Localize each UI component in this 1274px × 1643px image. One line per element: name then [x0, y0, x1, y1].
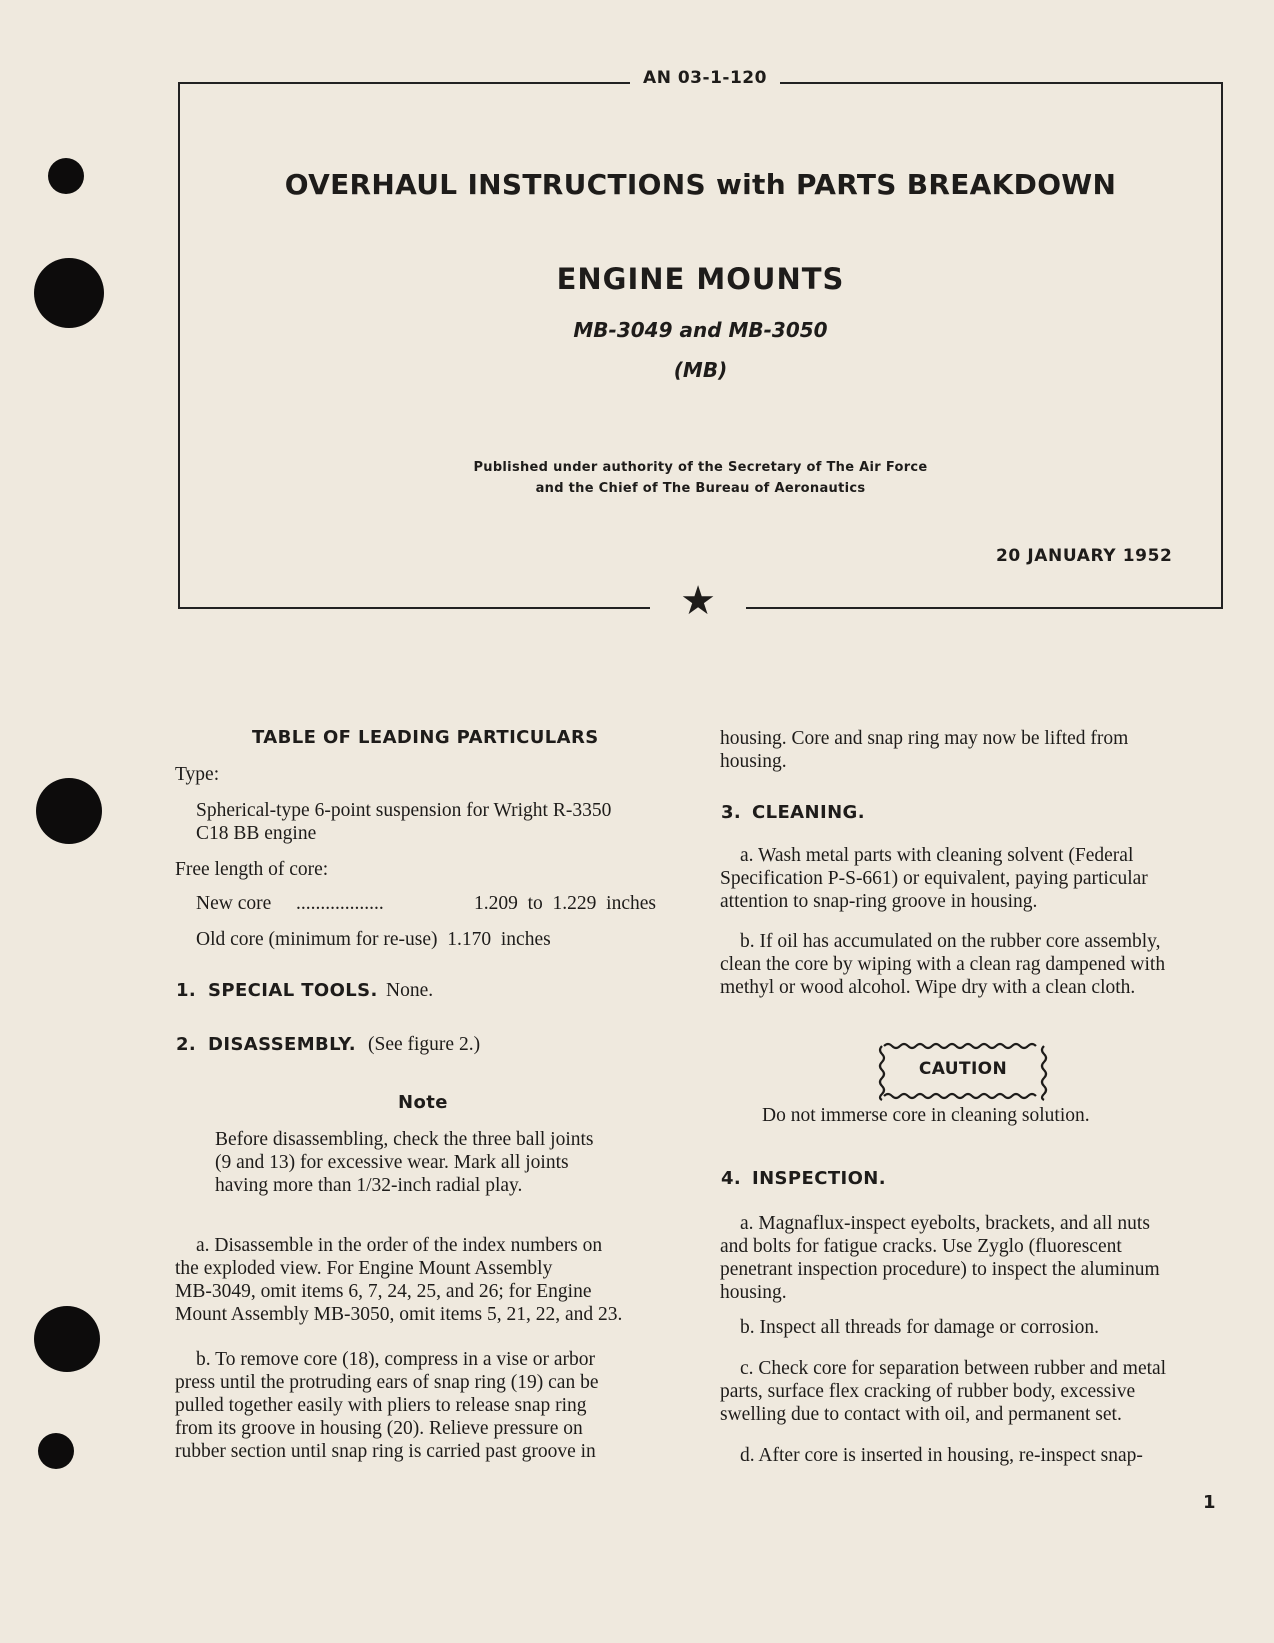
subject-title: ENGINE MOUNTS: [556, 262, 845, 296]
paragraph-line: clean the core by wiping with a clean rag dampened with: [720, 954, 1166, 975]
document-number: AN 03-1-120: [630, 64, 780, 92]
paragraph-line: penetrant inspection procedure) to inspect the aluminum: [720, 1259, 1160, 1280]
model-numbers: MB-3049 and MB-3050: [573, 318, 828, 342]
paragraph-line: Specification P-S-661) or equivalent, paying particular: [720, 868, 1148, 889]
note-title: Note: [398, 1092, 448, 1113]
old-core-line: Old core (minimum for re-use) 1.170 inches: [196, 929, 551, 950]
paragraph-line: housing.: [720, 1282, 787, 1303]
paragraph-line: rubber section until snap ring is carried past groove in: [175, 1441, 596, 1462]
paragraph-line: b. To remove core (18), compress in a vise or arbor: [196, 1349, 595, 1370]
model-code: (MB): [673, 358, 728, 382]
paragraph-line: a. Magnaflux-inspect eyebolts, brackets, and all nuts: [740, 1213, 1150, 1234]
note-text: having more than 1/32-inch radial play.: [215, 1175, 523, 1196]
section-number: 1.: [176, 980, 197, 1001]
publication-date: 20 JANUARY 1952: [996, 546, 1173, 566]
paragraph-line: c. Check core for separation between rubber and metal: [740, 1358, 1167, 1379]
new-core-value: 1.209 to 1.229 inches: [474, 893, 656, 914]
section-title: CLEANING.: [752, 802, 865, 823]
section-title: INSPECTION.: [752, 1168, 887, 1189]
paragraph-line: methyl or wood alcohol. Wipe dry with a clean cloth.: [720, 977, 1136, 998]
section-title: SPECIAL TOOLS.: [208, 980, 378, 1001]
paragraph-line: press until the protruding ears of snap ring (19) can be: [175, 1372, 599, 1393]
punch-hole: [34, 258, 104, 328]
paragraph-line: pulled together easily with pliers to release snap ring: [175, 1395, 587, 1416]
punch-hole: [36, 778, 102, 844]
paragraph-line: swelling due to contact with oil, and permanent set.: [720, 1404, 1122, 1425]
table-title: TABLE OF LEADING PARTICULARS: [252, 727, 599, 748]
paragraph-line: housing. Core and snap ring may now be lifted from: [720, 728, 1129, 749]
leader-dots: ..................: [296, 893, 384, 914]
paragraph-line: MB-3049, omit items 6, 7, 24, 25, and 26; for Engine: [175, 1281, 592, 1302]
paragraph-line: housing.: [720, 751, 787, 772]
paragraph-line: d. After core is inserted in housing, re-inspect snap-: [740, 1445, 1143, 1466]
note-text: (9 and 13) for excessive wear. Mark all joints: [215, 1152, 569, 1173]
header-box: [178, 82, 1223, 609]
paragraph-line: parts, surface flex cracking of rubber body, excessive: [720, 1381, 1136, 1402]
paragraph-line: the exploded view. For Engine Mount Assembly: [175, 1258, 553, 1279]
caution-text: Do not immerse core in cleaning solution.: [762, 1105, 1090, 1126]
new-core-label: New core: [196, 893, 272, 914]
main-title: OVERHAUL INSTRUCTIONS with PARTS BREAKDOWN: [284, 168, 1117, 201]
paragraph-line: b. If oil has accumulated on the rubber core assembly,: [740, 931, 1161, 952]
section-number: 2.: [176, 1034, 197, 1055]
punch-hole: [48, 158, 84, 194]
page-number: 1: [1203, 1492, 1216, 1513]
punch-hole: [38, 1433, 74, 1469]
paragraph-line: b. Inspect all threads for damage or corrosion.: [740, 1317, 1099, 1338]
paragraph-line: from its groove in housing (20). Relieve pressure on: [175, 1418, 583, 1439]
section-text: None.: [386, 980, 434, 1001]
type-label: Type:: [175, 764, 220, 785]
section-number: 4.: [721, 1168, 742, 1189]
paragraph-line: a. Wash metal parts with cleaning solvent (Federal: [740, 845, 1134, 866]
authority-line-2: and the Chief of The Bureau of Aeronautics: [535, 481, 866, 496]
type-value: C18 BB engine: [196, 823, 317, 844]
paragraph-line: Mount Assembly MB-3050, omit items 5, 21, 22, and 23.: [175, 1304, 623, 1325]
type-value: Spherical-type 6-point suspension for Wright R-3350: [196, 800, 612, 821]
punch-hole: [34, 1306, 100, 1372]
paragraph-line: a. Disassemble in the order of the index numbers on: [196, 1235, 603, 1256]
star-icon: ★: [650, 578, 746, 624]
section-title: DISASSEMBLY.: [208, 1034, 356, 1055]
section-text: (See figure 2.): [368, 1034, 481, 1055]
paragraph-line: attention to snap-ring groove in housing.: [720, 891, 1038, 912]
paragraph-line: and bolts for fatigue cracks. Use Zyglo (fluorescent: [720, 1236, 1122, 1257]
caution-label: CAUTION: [918, 1059, 1008, 1079]
free-length-label: Free length of core:: [175, 859, 329, 880]
authority-line-1: Published under authority of the Secretary of The Air Force: [473, 460, 928, 475]
note-text: Before disassembling, check the three ball joints: [215, 1129, 594, 1150]
section-number: 3.: [721, 802, 742, 823]
